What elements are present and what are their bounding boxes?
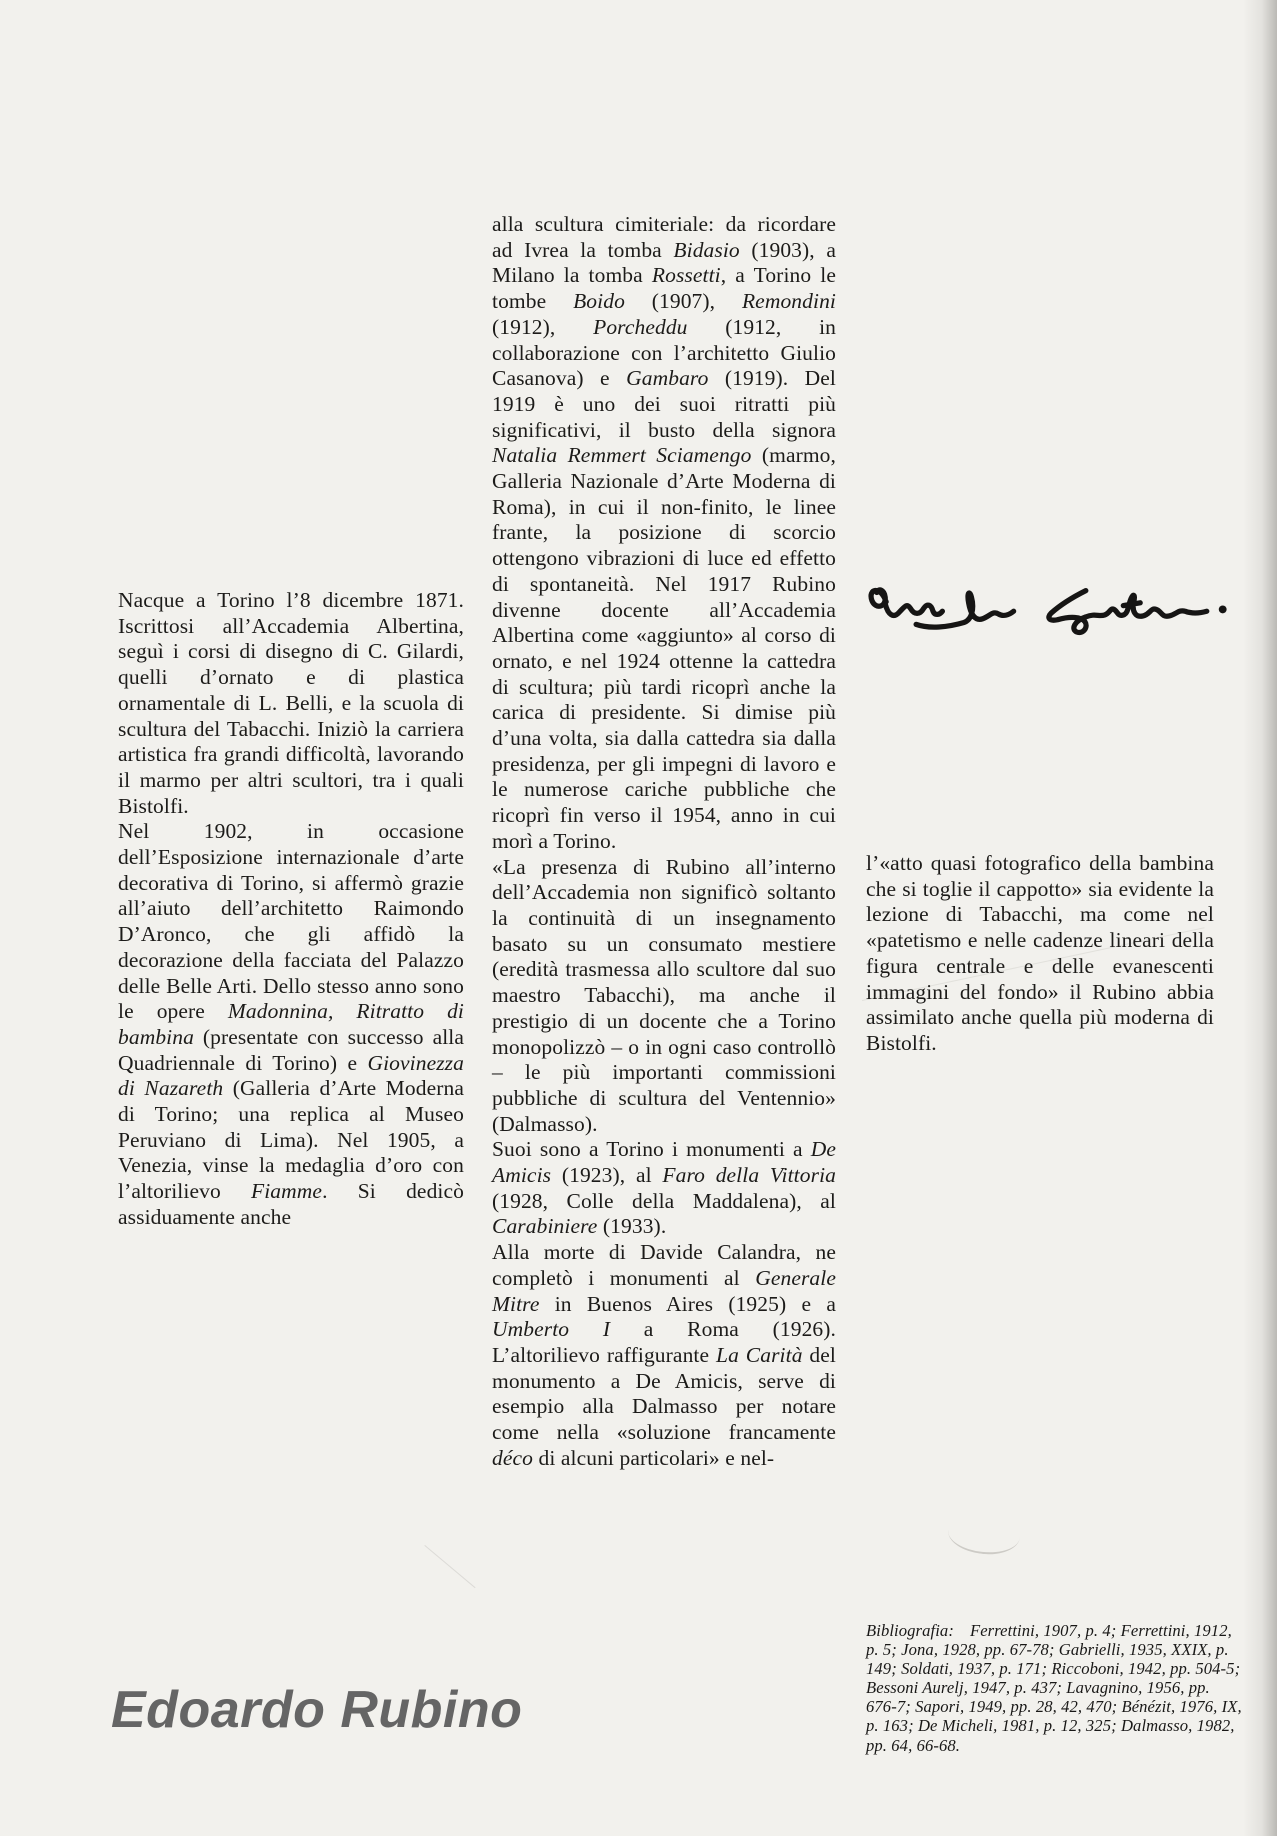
column-middle (492, 212, 836, 1471)
bibliography-label: Bibliografia: (866, 1621, 954, 1640)
paragraph: l’«atto quasi fotografico della bambina che si toglie il cappotto» sia evidente la lezione di Tabacchi, ma come nel «patetismo e nelle cadenze lineari della figura centrale e delle evanescenti immagini del fondo» il Rubino abbia assimilato anche quella più moderna di Bistolfi. (866, 851, 1214, 1055)
paragraph: «La presenza di Rubino all’interno dell’Accademia non significò soltanto la continuità di un insegnamento basato su un consumato mestiere (eredità trasmessa allo scultore dal suo maestro Tabacchi), ma anche il prestigio di un docente che a Torino monopolizzò – o in ogni caso controllò – le più importanti commissioni pubbliche di scultura del Ventennio» (Dalmasso). (492, 854, 836, 1136)
paragraph: Suoi sono a Torino i monumenti a De Amicis (1923), al Faro della Vittoria (1928, Colle della Maddalena), al Carabiniere (1933). (492, 1137, 836, 1239)
column-left (118, 588, 464, 1231)
paragraph: Nacque a Torino l’8 dicembre 1871. Iscrittosi all’Accademia Albertina, seguì i corsi di disegno di C. Gilardi, quelli d’ornato e di plastica ornamentale di L. Belli, e la scuola di scultura del Tabacchi. Iniziò la carriera artistica fra grandi difficoltà, lavorando il marmo per altri scultori, tra i quali Bistolfi. (118, 588, 464, 818)
page-title: Edoardo Rubino (111, 1681, 523, 1739)
page-edge-shadow (1243, 0, 1277, 1836)
bibliography (866, 1621, 1242, 1755)
signature-image (858, 558, 1233, 672)
paragraph: Nel 1902, in occasione dell’Esposizione internazionale d’arte decorativa di Torino, si affermò grazie all’aiuto dell’architetto Raimondo D’Aronco, che gli affidò la decorazione della facciata del Palazzo delle Belle Arti. Dello stesso anno sono le opere Madonnina, Ritratto di bambina (presentate con successo alla Quadriennale di Torino) e Giovinezza di Nazareth (Galleria d’Arte Moderna di Torino; una replica al Museo Peruviano di Lima). Nel 1905, a Venezia, vinse la medaglia d’oro con l’altorilievo Fiamme. Si dedicò assiduamente anche (118, 819, 464, 1229)
scan-crease-mark (424, 1545, 475, 1588)
scan-crease-mark (946, 1510, 1022, 1557)
paragraph: Alla morte di Davide Calandra, ne completò i monumenti al Generale Mitre in Buenos Aires (1925) e a Umberto I a Roma (1926). L’altorilievo raffigurante La Carità del monumento a De Amicis, serve di esempio alla Dalmasso per notare come nella «soluzione francamente déco di alcuni particolari» e nel- (492, 1240, 837, 1470)
signature-stroke-first-name (871, 590, 1014, 627)
bibliography-text: Ferrettini, 1907, p. 4; Ferrettini, 1912, p. 5; Jona, 1928, pp. 67-78; Gabrielli, 1935, XXIX, p. 149; Soldati, 1937, p. 171; Riccoboni, 1942, pp. 504-5; Bessoni Aurelj, 1947, p. 437; Lavagnino, 1956, pp. 676-7; Sapori, 1949, pp. 28, 42, 470; Bénézit, 1976, IX, p. 163; De Micheli, 1981, p. 12, 325; Dalmasso, 1982, pp. 64, 66-68. (866, 1621, 1242, 1755)
column-right (866, 851, 1214, 1057)
signature-stroke-last-name (1049, 591, 1207, 633)
signature-dot (1219, 605, 1227, 613)
paragraph: alla scultura cimiteriale: da ricordare ad Ivrea la tomba Bidasio (1903), a Milano la tomba Rossetti, a Torino le tombe Boido (1907), Remondini (1912), Porcheddu (1912, in collaborazione con l’architetto Giulio Casanova) e Gambaro (1919). Del 1919 è uno dei suoi ritratti più significativi, il busto della signora Natalia Remmert Sciamengo (marmo, Galleria Nazionale d’Arte Moderna di Roma), in cui il non-finito, le linee frante, la posizione di scorcio ottengono vibrazioni di luce ed effetto di spontaneità. Nel 1917 Rubino divenne docente all’Accademia Albertina come «aggiunto» al corso di ornato, e nel 1924 ottenne la cattedra di scultura; più tardi ricoprì anche la carica di presidente. Si dimise più d’una volta, sia dalla cattedra sia dalla presidenza, per gli impegni di lavoro e le numerose cariche pubbliche che ricoprì fin verso il 1954, anno in cui morì a Torino. (492, 212, 836, 853)
